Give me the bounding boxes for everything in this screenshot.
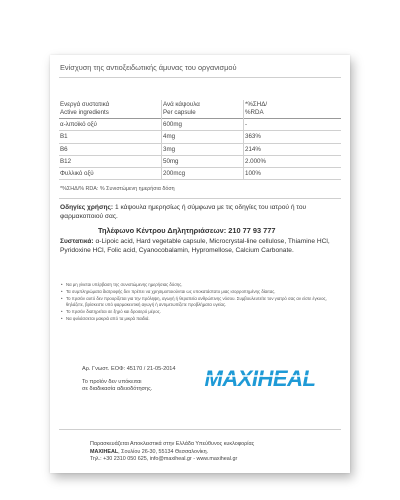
- divider: [59, 429, 341, 430]
- table-row: [59, 155, 341, 167]
- ingredient-rda: 363%: [245, 131, 341, 143]
- ingredient-rda: 214%: [245, 143, 341, 155]
- table-row: [59, 131, 341, 143]
- warning-item: • Το προϊόν αυτό δεν προορίζεται για την πρόληψη, αγωγή ή θεραπεία ανθρώπινης νόσου. Συμβουλευτείτε τον γιατρό σας αν είστε έγκυος, θηλάζετε, βρίσκεστε υπό φαρμακευτική αγωγή ή αντιμετωπίζετε προβλήματα υγείας.: [61, 296, 331, 307]
- company-address: , Σουλίου 26-30, 55134 Θεσσαλονίκη.: [118, 448, 209, 455]
- registration-number: Αρ. Γνωστ. ΕΟΦ: 45170 / 21-05-2014: [82, 366, 176, 372]
- poison-center-phone: Τηλέφωνο Κέντρου Δηλητηριάσεων: 210 77 93 777: [98, 226, 276, 235]
- composition: [60, 238, 342, 255]
- ingredient-name: B1: [59, 131, 163, 143]
- ingredient-amount: 3mg: [163, 143, 245, 155]
- composition-label: Συστατικά:: [60, 238, 94, 245]
- company-info: [90, 441, 254, 464]
- header-rda-gr: *%ΣΗΔ/: [245, 101, 268, 108]
- header-active-gr: Ενεργά συστατικά: [60, 101, 110, 108]
- table-column-divider: [161, 100, 162, 180]
- header-rda: [245, 100, 341, 119]
- notice-line-1: Το προϊόν δεν υπόκειται: [82, 379, 142, 385]
- ingredients-table: [59, 100, 341, 180]
- notice-line-2: σε διαδικασία αδειοδότησης.: [82, 386, 153, 393]
- dosage-text: 1 κάψουλα ημερησίως ή σύμφωνα με τις οδηγίες του ιατρού ή του φαρμακοποιού σας.: [60, 204, 307, 220]
- ingredient-name: B12: [59, 155, 163, 167]
- rda-footnote: *%ΣΗΔ/% RDA: % Συνιστώμενη ημερήσια δόση: [60, 186, 175, 192]
- table-column-divider: [243, 100, 244, 180]
- ingredient-amount: 600mg: [163, 119, 245, 131]
- table-header-row: [59, 100, 341, 119]
- header-rda-en: %RDA: [245, 108, 264, 116]
- product-label-card: [50, 55, 350, 473]
- company-line-2: [90, 449, 254, 457]
- warning-item: • Το προϊόν διατηρείται σε ξηρό και δροσερό μέρος.: [61, 309, 331, 315]
- warnings-list: [61, 282, 331, 324]
- warning-item: • Τα συμπληρώματα διατροφής δεν πρέπει να χρησιμοποιούνται ως υποκατάστατο μιας ισορροπημένης δίαιτας.: [61, 289, 331, 295]
- table-row: [59, 167, 341, 179]
- ingredient-name: α-λιποϊκό οξύ: [59, 119, 163, 131]
- company-name: MAXIHEAL: [90, 448, 119, 455]
- header-active-ingredients: [59, 100, 163, 119]
- divider: [59, 198, 341, 199]
- table-row: [59, 119, 341, 131]
- ingredient-amount: 200mcg: [163, 167, 245, 179]
- headline: Ενίσχυση της αντιοξειδωτικής άμυνας του οργανισμού: [60, 63, 237, 72]
- ingredient-amount: 4mg: [163, 131, 245, 143]
- composition-text: α-Lipoic acid, Hard vegetable capsule, Microcrystal-line cellulose, Thiamine HCl, Pyridoxine HCl, Folic acid, Cyanocobalamin, Hypromellose, Calcium Carbonate.: [60, 238, 330, 254]
- table-row: [59, 143, 341, 155]
- header-per-capsule: [163, 100, 245, 119]
- logo-text: MAXIHEAL: [204, 366, 316, 391]
- header-capsule-en: Per capsule: [163, 108, 196, 116]
- ingredient-rda: 2.000%: [245, 155, 341, 167]
- dosage-label: Οδηγίες χρήσης:: [60, 204, 114, 211]
- licensing-notice: [82, 379, 172, 394]
- dosage-instructions: [60, 204, 342, 221]
- maxiheal-logo: [190, 365, 330, 391]
- header-active-en: Active ingredients: [60, 108, 109, 116]
- warning-item: • Να φυλάσσεται μακριά από τα μικρά παιδιά.: [61, 316, 331, 322]
- ingredient-name: Φυλλικό οξύ: [59, 167, 163, 179]
- ingredient-name: B6: [59, 143, 163, 155]
- company-contact: Τηλ.: +30 2310 050 625, info@maxiheal.gr - www.maxiheal.gr: [90, 456, 238, 463]
- ingredient-rda: -: [245, 119, 341, 131]
- ingredient-rda: 100%: [245, 167, 341, 179]
- header-capsule-gr: Ανά κάψουλα: [163, 101, 200, 108]
- company-line-1: Παρασκευάζεται Αποκλειστικά στην Ελλάδα Υπεύθυνος κυκλοφορίας: [90, 441, 255, 447]
- ingredient-amount: 50mg: [163, 155, 245, 167]
- divider: [59, 77, 341, 78]
- warning-item: • Να μη γίνεται υπέρβαση της συνιστώμενης ημερήσιας δόσης.: [61, 282, 331, 288]
